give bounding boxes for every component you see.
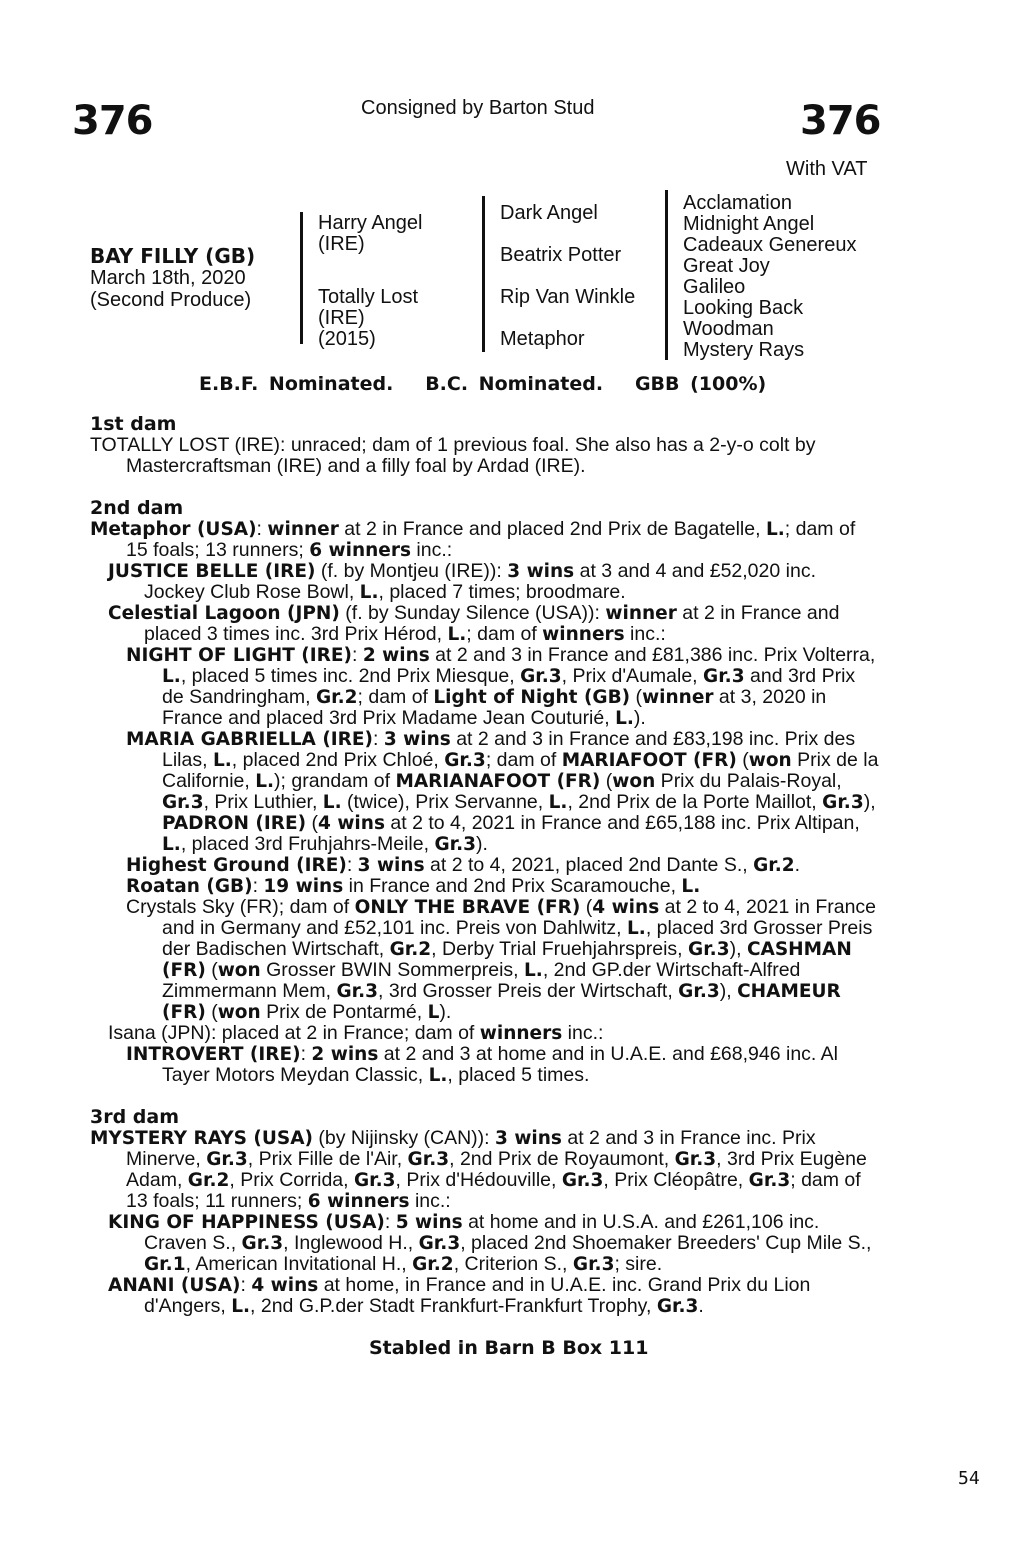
sire-sire: Dark Angel xyxy=(500,202,598,224)
produce-isana: Isana (JPN): placed at 2 in France; dam of winners inc.: xyxy=(108,1022,604,1044)
produce-crystals-sky: Crystals Sky (FR); dam of ONLY THE BRAVE (FR) (4 wins at 2 to 4, 2021 in France and in Germany and £52,101 inc. Preis von Dahlwitz, L., placed 3rd Grosser Preis der Badischen Wirtschaft, Gr.2, Derby Trial Fruehjahrspreis, Gr.3), CASHMAN (FR) (won Grosser BWIN Sommerpreis, L., 2nd GP.der Wirtschaft-Alfred Zimmermann Mem, Gr.3, 3rd Grosser Preis der Wirtschaft, Gr.3), CHAMEUR (FR) (won Prix de Pontarmé, L). xyxy=(126,896,877,1023)
lot-number-left: 376 xyxy=(72,98,153,144)
horse-produce: (Second Produce) xyxy=(90,289,252,311)
pedigree-fourth-generation xyxy=(683,193,856,361)
stabling-info: Stabled in Barn B Box 111 xyxy=(369,1337,649,1359)
second-dam-text: Metaphor (USA): winner at 2 in France and placed 2nd Prix de Bagatelle, L.; dam of 15 foals; 13 runners; 6 winners inc.: xyxy=(90,518,856,561)
horse-foaled: March 18th, 2020 xyxy=(90,267,246,289)
fourth-gen-2: Midnight Angel xyxy=(683,213,815,235)
first-dam-text: TOTALLY LOST (IRE): unraced; dam of 1 previous foal. She also has a 2-y-o colt by Mastercraftsman (IRE) and a filly foal by Ardad (IRE). xyxy=(90,434,816,477)
produce-celestial-lagoon: Celestial Lagoon (JPN) (f. by Sunday Silence (USA)): winner at 2 in France and placed 3 times inc. 3rd Prix Hérod, L.; dam of winners inc.: xyxy=(108,602,840,645)
page-number: 54 xyxy=(958,1468,980,1489)
sire-name: Harry Angel xyxy=(318,212,423,234)
fourth-gen-8: Mystery Rays xyxy=(683,339,805,361)
pedigree-sire xyxy=(318,213,423,255)
horse-info xyxy=(90,245,255,311)
third-dam-heading: 3rd dam xyxy=(90,1106,180,1128)
produce-roatan: Roatan (GB): 19 wins in France and 2nd Prix Scaramouche, L. xyxy=(126,875,701,897)
dam-dam: Metaphor xyxy=(500,328,585,350)
produce-highest-ground: Highest Ground (IRE): 3 wins at 2 to 4, 2021, placed 2nd Dante S., Gr.2. xyxy=(126,854,801,876)
produce-night-of-light: NIGHT OF LIGHT (IRE): 2 wins at 2 and 3 in France and £81,386 inc. Prix Volterra, L., placed 5 times inc. 2nd Prix Miesque, Gr.3, Prix d'Aumale, Gr.3 and 3rd Prix de Sandringham, Gr.2; dam of Light of Night (GB) (winner at 3, 2020 in France and placed 3rd Prix Madame Jean Couturié, L.). xyxy=(126,644,876,729)
fourth-gen-4: Great Joy xyxy=(683,255,770,277)
dam-name: Totally Lost xyxy=(318,286,419,308)
first-dam-heading: 1st dam xyxy=(90,413,177,435)
ebf-nomination: E.B.F. Nominated. xyxy=(199,373,394,395)
sire-origin: (IRE) xyxy=(318,233,365,255)
gbb-status: GBB (100%) xyxy=(634,373,767,395)
nominations xyxy=(199,373,766,395)
bc-nomination: B.C. Nominated. xyxy=(425,373,604,395)
produce-justice-belle: JUSTICE BELLE (IRE) (f. by Montjeu (IRE)): 3 wins at 3 and 4 and £52,020 inc. Jockey Club Rose Bowl, L., placed 7 times; broodmare. xyxy=(108,560,816,603)
dam-year: (2015) xyxy=(318,328,376,350)
fourth-gen-3: Cadeaux Genereux xyxy=(683,234,857,256)
pedigree-dam xyxy=(318,287,418,350)
fourth-gen-6: Looking Back xyxy=(683,297,804,319)
fourth-gen-7: Woodman xyxy=(683,318,774,340)
produce-introvert: INTROVERT (IRE): 2 wins at 2 and 3 at home and in U.A.E. and £68,946 inc. Al Tayer Motors Meydan Classic, L., placed 5 times. xyxy=(126,1043,839,1086)
produce-king-of-happiness: KING OF HAPPINESS (USA): 5 wins at home and in U.S.A. and £261,106 inc. Craven S., Gr.3, Inglewood H., Gr.3, placed 2nd Shoemaker Breeders' Cup Mile S., Gr.1, American Invitational H., Gr.2, Criterion S., Gr.3; sire. xyxy=(108,1211,872,1275)
second-dam-heading: 2nd dam xyxy=(90,497,184,519)
pedigree-bracket-1 xyxy=(300,212,303,344)
catalogue-body xyxy=(90,414,880,1317)
fourth-gen-1: Acclamation xyxy=(683,192,792,214)
pedigree-bracket-2 xyxy=(482,196,485,352)
fourth-gen-5: Galileo xyxy=(683,276,746,298)
dam-sire: Rip Van Winkle xyxy=(500,286,636,308)
consignor: Consigned by Barton Stud xyxy=(361,97,595,119)
dam-origin: (IRE) xyxy=(318,307,365,329)
lot-number-right: 376 xyxy=(800,98,881,144)
produce-anani: ANANI (USA): 4 wins at home, in France and in U.A.E. inc. Grand Prix du Lion d'Angers, L., 2nd G.P.der Stadt Frankfurt-Frankfurt Trophy, Gr.3. xyxy=(108,1274,811,1317)
pedigree-bracket-3 xyxy=(665,190,668,360)
produce-maria-gabriella: MARIA GABRIELLA (IRE): 3 wins at 2 and 3 in France and £83,198 inc. Prix des Lilas, L., placed 2nd Prix Chloé, Gr.3; dam of MARIAFOOT (FR) (won Prix de la Californie, L.); grandam of MARIANAFOOT (FR) (won Prix du Palais-Royal, Gr.3, Prix Luthier, L. (twice), Prix Servanne, L., 2nd Prix de la Porte Maillot, Gr.3), PADRON (IRE) (4 wins at 2 to 4, 2021 in France and £65,188 inc. Prix Altipan, L., placed 3rd Fruhjahrs-Meile, Gr.3). xyxy=(126,728,879,855)
sire-dam: Beatrix Potter xyxy=(500,244,622,266)
third-dam-text: MYSTERY RAYS (USA) (by Nijinsky (CAN)): 3 wins at 2 and 3 in France inc. Prix Minerve, Gr.3, Prix Fille de l'Air, Gr.3, 2nd Prix de Royaumont, Gr.3, 3rd Prix Eugène Adam, Gr.2, Prix Corrida, Gr.3, Prix d'Hédouville, Gr.3, Prix Cléopâtre, Gr.3; dam of 13 foals; 11 runners; 6 winners inc.: xyxy=(90,1127,867,1212)
vat-status: With VAT xyxy=(786,158,868,180)
horse-name: BAY FILLY (GB) xyxy=(90,244,256,268)
